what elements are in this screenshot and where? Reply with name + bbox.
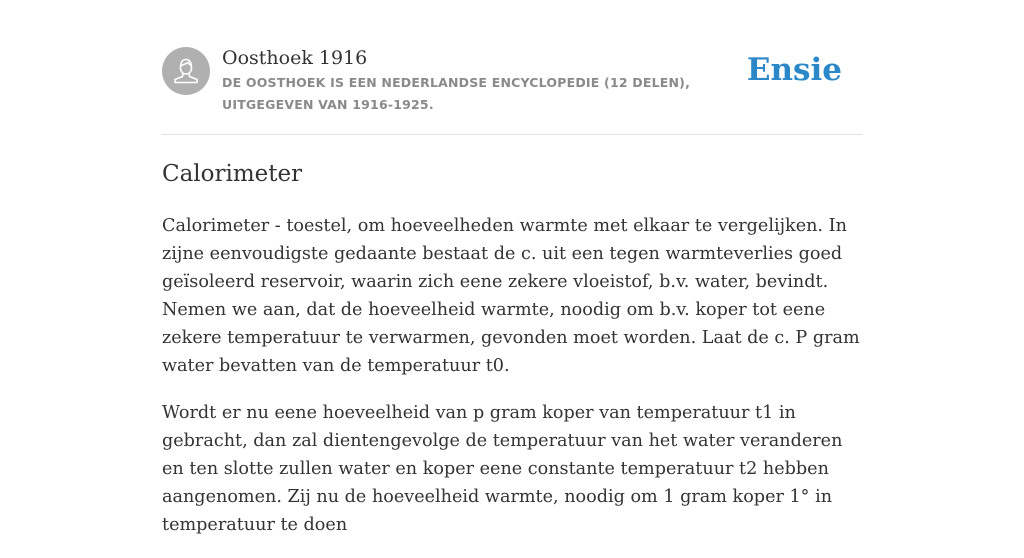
source-info [222,46,762,116]
ensie-logo-link[interactable]: Ensie [746,52,842,88]
entry-paragraph: Calorimeter - toestel, om hoeveelheden warmte met elkaar te vergelijken. In zijne eenvoudigste gedaante bestaat de c. uit een tegen warmteverlies goed geïsoleerd reservoir, waarin zich eene zekere vloeistof, b.v. water, bevindt. Nemen we aan, dat de hoeveelheid warmte, noodig om b.v. koper tot eene zekere temperatuur te verwarmen, gevonden moet worden. Laat de c. P gram water bevatten van de temperatuur t0. [162,216,860,376]
source-name[interactable]: Oosthoek 1916 [222,47,368,69]
source-header [162,0,862,135]
avatar[interactable] [162,47,210,95]
source-description: DE OOSTHOEK IS EEN NEDERLANDSE ENCYCLOPEDIE (12 DELEN), UITGEGEVEN VAN 1916-1925. [222,75,691,112]
entry-paragraph: Wordt er nu eene hoeveelheid van p gram koper van temperatuur t1 in gebracht, dan zal dientengevolge de temperatuur van het water veranderen en ten slotte zullen water en koper eene constante temperatuur t2 hebben aangenomen. Zij nu de hoeveelheid warmte, noodig om 1 gram koper 1° in temperatuur te doen [162,403,843,535]
entry-title: Calorimeter [162,161,303,187]
page-container [162,0,862,535]
entry-body [162,212,862,558]
user-silhouette-icon [162,47,210,95]
